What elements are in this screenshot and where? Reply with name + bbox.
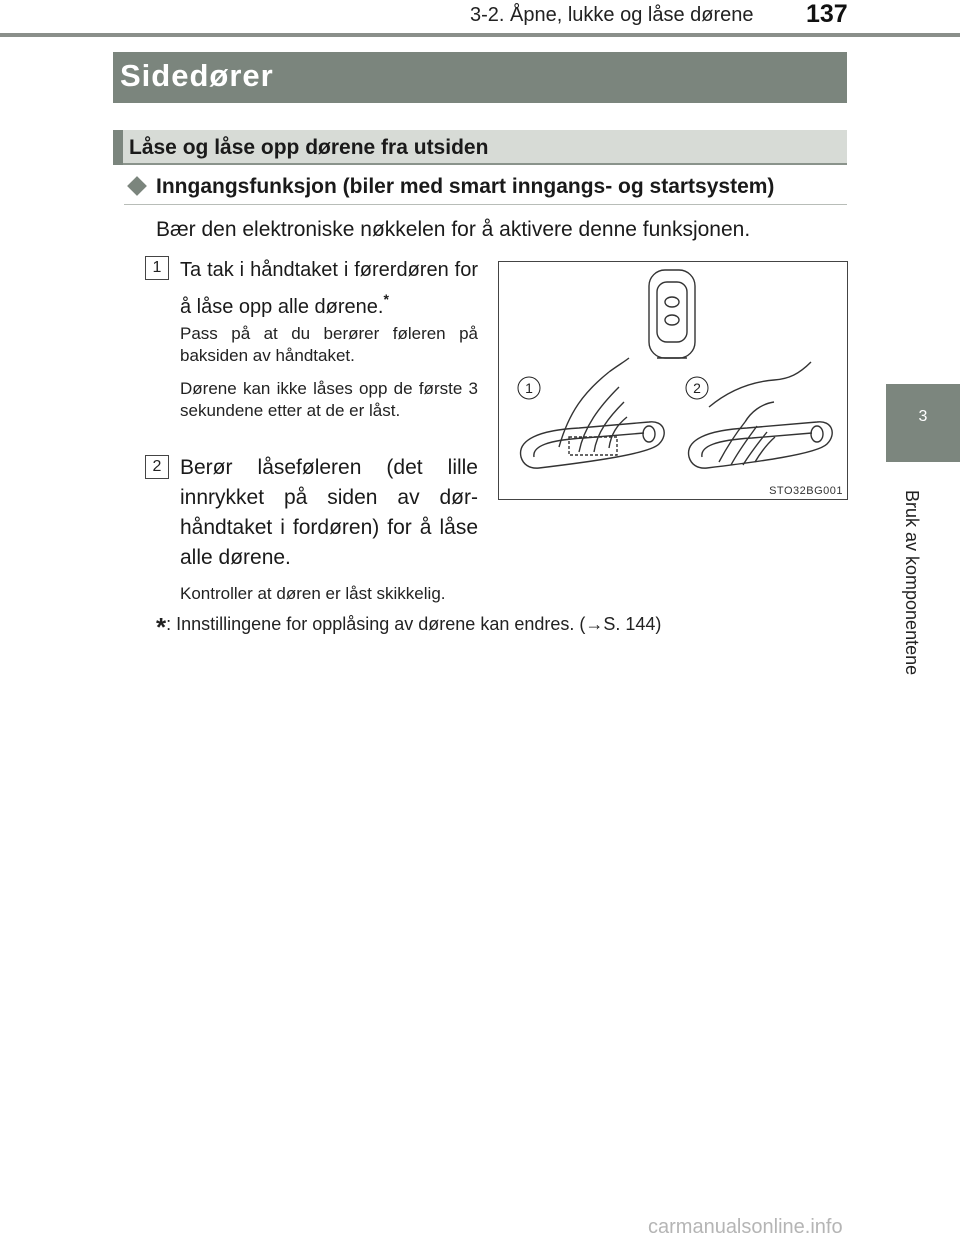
step-1-body: Ta tak i håndtaket i førerdøren for å låse opp alle dørene. [180, 259, 478, 318]
figure-label-1-text: 1 [525, 380, 533, 396]
step-2-text: Berør låseføleren (det lille innrykket på siden av dør-håndtaket i fordøren) for å låse alle dørene. [180, 456, 478, 569]
footnote-marker: * [383, 291, 389, 307]
running-header-section: 3-2. Åpne, lukke og låse dørene [470, 4, 754, 26]
door-handle-left [521, 358, 665, 468]
door-handle-illustration [499, 262, 847, 499]
door-handle-right [689, 362, 833, 468]
footnote-text: : Innstillingene for opplåsing av dørene kan endres. (→S. 144) [166, 614, 662, 634]
electronic-key-icon [649, 270, 695, 358]
page-number: 137 [806, 0, 848, 28]
figure-code: STO32BG001 [769, 485, 843, 497]
step-1-text [180, 256, 478, 322]
subsection-title: Låse og låse opp dørene fra utsiden [129, 136, 489, 159]
footnote-star: * [156, 612, 167, 642]
illustration-door-handles [498, 261, 848, 500]
chapter-number: 3 [918, 408, 928, 425]
feature-title: Inngangsfunksjon (biler med smart inngangs- og startsystem) [156, 175, 775, 198]
chapter-tab [886, 384, 960, 462]
watermark: carmanualsonline.info [648, 1216, 843, 1238]
step-number-1: 1 [145, 256, 169, 280]
header-divider [0, 33, 960, 37]
step-1-note-1: Pass på at du berører føleren på baksiden av håndtaket. [180, 324, 478, 365]
footnote [156, 612, 661, 643]
step-2-note-1: Kontroller at døren er låst skikkelig. [180, 584, 446, 603]
figure-label-2-text: 2 [693, 380, 701, 396]
intro-text: Bær den elektroniske nøkkelen for å aktivere denne funksjonen. [156, 218, 751, 241]
page-title-bar [113, 52, 847, 103]
subsection-bar [113, 130, 847, 165]
subsection-accent [113, 130, 123, 165]
step-number-2: 2 [145, 455, 169, 479]
feature-heading [124, 172, 847, 205]
chapter-label: Bruk av komponentene [902, 490, 922, 676]
diamond-bullet-icon [127, 176, 147, 196]
page-title: Sidedører [120, 58, 274, 93]
step-1-note-2: Dørene kan ikke låses opp de første 3 sekundene etter at de er låst. [180, 379, 478, 420]
